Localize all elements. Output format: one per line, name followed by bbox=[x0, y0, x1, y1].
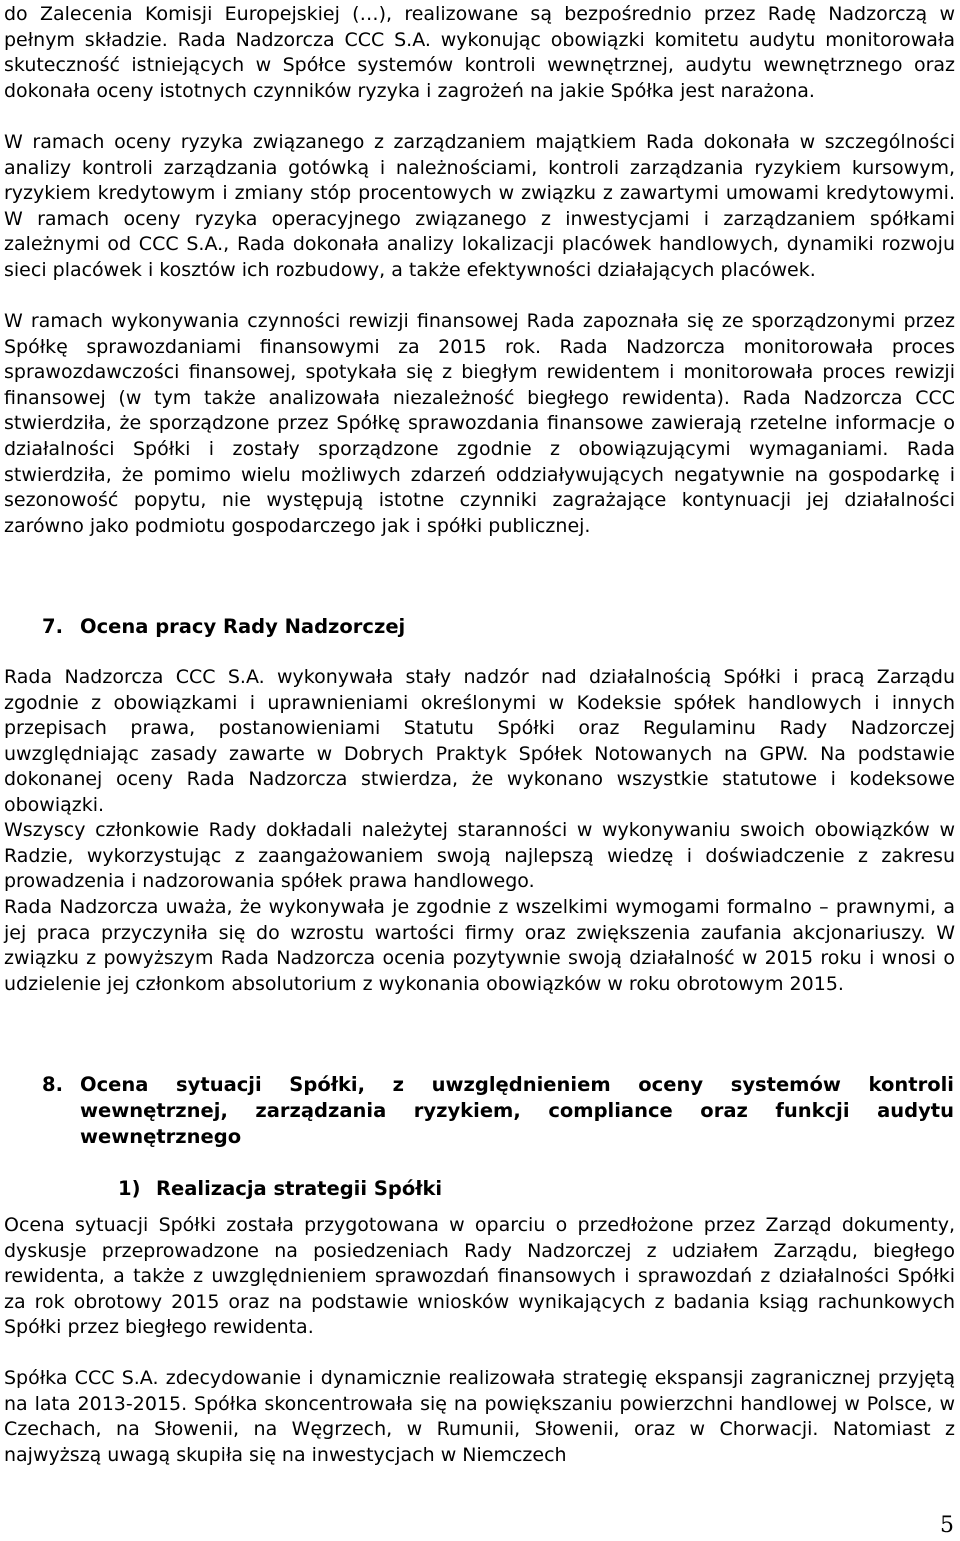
section-number: 8. bbox=[42, 1073, 63, 1096]
paragraph-board-members: Wszyscy członkowie Rady dokładali należytej staranności w wykonywaniu swoich obowiązków w Radzie, wykorzystując z zaangażowaniem swoją najlepszą wiedzę i doświadczenie z zakresu prowadzenia i nadzorowania spółek prawa handlowego. bbox=[4, 819, 955, 893]
subsection-number: 1) bbox=[118, 1177, 141, 1200]
section-title: Ocena pracy Rady Nadzorczej bbox=[80, 615, 406, 638]
page-number: 5 bbox=[940, 1513, 954, 1538]
subsection-title: Realizacja strategii Spółki bbox=[156, 1177, 443, 1200]
paragraph-risk-assessment: W ramach oceny ryzyka związanego z zarządzaniem majątkiem Rada dokonała w szczególności analizy kontroli zarządzania gotówką i należnościami, kontroli zarządzania ryzykiem kursowym, ryzykiem kredytowym i zmiany stóp procentowych w związku z zawartymi umowami kredytowymi. W ramach oceny ryzyka operacyjnego związanego z inwestycjami i zarządzaniem spółkami zależnymi od CCC S.A., Rada dokonała analizy lokalizacji placówek handlowych, dynamiki rozwoju sieci placówek i kosztów ich rozbudowy, a także efektywności działających placówek. bbox=[4, 131, 955, 281]
section-title: Ocena sytuacji Spółki, z uwzględnieniem oceny systemów kontroli wewnętrznej, zarządzania ryzykiem, compliance oraz funkcji audytu wewnętrznego bbox=[80, 1073, 954, 1148]
paragraph-board-evaluation: Rada Nadzorcza uważa, że wykonywała je zgodnie z wszelkimi wymogami formalno – prawnymi, a jej praca przyczyniła się do wzrostu wartości firmy oraz zwiększenia zaufania akcjonariuszy. W związku z powyższym Rada Nadzorcza ocenia pozytywnie swoją działalność w 2015 roku i wnosi o udzielenie jej członkom absolutorium z wykonania obowiązków w roku obrotowym 2015. bbox=[4, 896, 955, 995]
paragraph-strategy-expansion: Spółka CCC S.A. zdecydowanie i dynamicznie realizowała strategię ekspansji zagranicznej przyjętą na lata 2013-2015. Spółka skoncentrowała się na powiększaniu powierzchni handlowej w Polsce, w Czechach, na Słowenii, na Węgrzech, w Rumunii, Słowenii, oraz w Chorwacji. Natomiast z najwyższą uwagą skupiła się na inwestycjach w Niemczech bbox=[4, 1367, 955, 1466]
section-heading-8 bbox=[42, 1072, 954, 1150]
paragraph-board-supervision: Rada Nadzorcza CCC S.A. wykonywała stały nadzór nad działalnością Spółki i pracą Zarządu zgodnie z obowiązkami i uprawnieniami określonymi w Kodeksie spółek handlowych i innych przepisach prawa, postanowieniami Statutu Spółki oraz Regulaminu Rady Nadzorczej uwzględniając zasady zawarte w Dobrych Praktyk Spółek Notowanych na GPW. Na podstawie dokonanej oceny Rada Nadzorcza stwierdza, że wykonano wszystkie statutowe i kodeksowe obowiązki. bbox=[4, 666, 955, 816]
paragraph-audit-committee: do Zalecenia Komisji Europejskiej (…), realizowane są bezpośrednio przez Radę Nadzorczą w pełnym składzie. Rada Nadzorcza CCC S.A. wykonując obowiązki komitetu audytu monitorowała skuteczność istniejących w Spółce systemów kontroli wewnętrznej, audytu wewnętrznego oraz dokonała oceny istotnych czynników ryzyka i zagrożeń na jakie Spółka jest narażona. bbox=[4, 3, 955, 102]
paragraph-company-assessment: Ocena sytuacji Spółki została przygotowana w oparciu o przedłożone przez Zarząd dokumenty, dyskusje przeprowadzone na posiedzeniach Rady Nadzorczej z udziałem Zarządu, biegłego rewidenta, a także z uwzględnieniem sprawozdań finansowych i sprawozdań z działalności Spółki za rok obrotowy 2015 oraz na podstawie wniosków wynikających z badania ksiąg rachunkowych Spółki przez biegłego rewidenta. bbox=[4, 1214, 955, 1339]
paragraph-financial-audit: W ramach wykonywania czynności rewizji finansowej Rada zapoznała się ze sporządzonymi przez Spółkę sprawozdaniami finansowymi za 2015 rok. Rada Nadzorcza monitorowała proces sprawozdawczości finansowej, spotykała się z biegłym rewidentem i monitorowała proces rewizji finansowej (w tym także analizowała niezależność biegłego rewidenta). Rada Nadzorcza CCC stwierdziła, że sporządzone przez Spółkę sprawozdania finansowe zawierają rzetelne informacje o działalności Spółki i zostały sporządzone zgodnie z obowiązującymi wymaganiami. Rada stwierdziła, że pomimo wielu możliwych zdarzeń oddziaływujących negatywnie na gospodarkę i sezonowość popytu, nie występują istotne czynniki zagrażające kontynuacji jej działalności zarówno jako podmiotu gospodarczego jak i spółki publicznej. bbox=[4, 310, 955, 537]
subsection-heading-1 bbox=[118, 1176, 442, 1202]
section-heading-7 bbox=[42, 614, 405, 640]
section-number: 7. bbox=[42, 615, 63, 638]
